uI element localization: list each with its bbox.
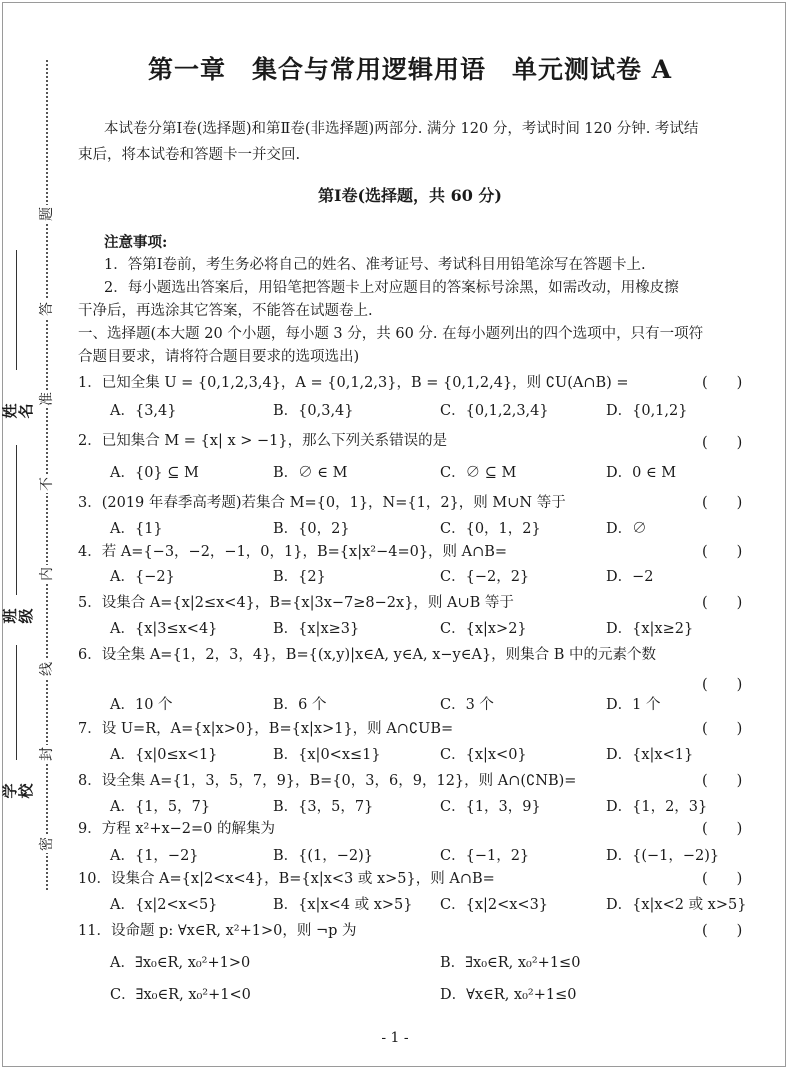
option-c: C．{−1，2}	[440, 848, 530, 864]
section-heading: 合题目要求，请将符合题目要求的选项选出)	[78, 349, 360, 365]
option-b: B．{2}	[273, 569, 326, 585]
option-a: A．{1，5，7}	[110, 799, 211, 815]
intro-line: 束后，将本试卷和答题卡一并交回.	[78, 147, 301, 163]
option-a: A．∃x₀∈R, x₀²+1>0	[110, 955, 251, 971]
option-c: C．{x|x<0}	[440, 747, 527, 763]
seal-char: 内	[39, 567, 55, 581]
option-d: D．−2	[606, 569, 654, 585]
seal-char: 线	[39, 662, 55, 676]
question-stem: 4．若 A={−3，−2，−1，0，1}，B={x|x²−4=0}，则 A∩B=	[78, 544, 508, 560]
option-c: C．∃x₀∈R, x₀²+1<0	[110, 987, 251, 1003]
option-b: B．∅ ∈ M	[273, 465, 348, 481]
class-field-label: 班级	[1, 608, 35, 624]
option-c: C．3 个	[440, 697, 494, 713]
option-c: C．{x|x>2}	[440, 621, 527, 637]
answer-bracket[interactable]: ( )	[702, 495, 743, 511]
option-a: A．{x|0≤x<1}	[110, 747, 218, 763]
option-d: D．{x|x<1}	[606, 747, 694, 763]
school-field-line[interactable]	[16, 645, 17, 760]
note-item: 2．每小题选出答案后，用铅笔把答题卡上对应题目的答案标号涂黑，如需改动，用橡皮擦	[104, 280, 679, 296]
option-a: A．{1}	[110, 521, 163, 537]
seal-char: 答	[39, 302, 55, 316]
page-title: 第一章 集合与常用逻辑用语 单元测试卷 A	[147, 55, 673, 84]
answer-bracket[interactable]: ( )	[702, 821, 743, 837]
seal-char: 不	[39, 477, 55, 491]
question-stem: 7．设 U=R，A={x|x>0}，B={x|x>1}，则 A∩∁UB=	[78, 721, 454, 737]
question-stem: 11．设命题 p: ∀x∈R, x²+1>0，则 ¬p 为	[78, 923, 357, 939]
option-b: B．{3，5，7}	[273, 799, 374, 815]
option-b: B．{x|x<4 或 x>5}	[273, 897, 413, 913]
option-b: B．{(1，−2)}	[273, 848, 374, 864]
answer-bracket[interactable]: ( )	[702, 773, 743, 789]
note-item: 干净后，再选涂其它答案，不能答在试题卷上.	[78, 303, 373, 319]
option-a: A．{x|3≤x<4}	[110, 621, 218, 637]
option-d: D．{x|x≥2}	[606, 621, 694, 637]
option-b: B．∃x₀∈R, x₀²+1≤0	[440, 955, 581, 971]
part1-heading: 第Ⅰ卷(选择题，共 60 分)	[317, 186, 503, 205]
answer-bracket[interactable]: ( )	[702, 435, 743, 451]
option-d: D．{x|x<2 或 x>5}	[606, 897, 747, 913]
option-a: A．{0} ⊆ M	[110, 465, 199, 481]
question-stem: 2．已知集合 M = {x| x > −1}，那么下列关系错误的是	[78, 433, 448, 449]
option-c: C．{−2，2}	[440, 569, 530, 585]
page-number: - 1 -	[381, 1030, 409, 1046]
note-item: 1．答第Ⅰ卷前，考生务必将自己的姓名、准考证号、考试科目用铅笔涂写在答题卡上.	[104, 257, 646, 273]
option-d: D．∅	[606, 521, 647, 537]
option-c: C．{x|2<x<3}	[440, 897, 549, 913]
question-stem: 9．方程 x²+x−2=0 的解集为	[78, 821, 276, 837]
option-b: B．{x|x≥3}	[273, 621, 360, 637]
option-c: C．∅ ⊆ M	[440, 465, 517, 481]
seal-char: 密	[39, 837, 55, 851]
school-field-label: 学校	[1, 783, 35, 799]
option-c: C．{0,1,2,3,4}	[440, 403, 549, 419]
option-a: A．{1，−2}	[110, 848, 199, 864]
answer-bracket[interactable]: ( )	[702, 375, 743, 391]
option-d: D．{1，2，3}	[606, 799, 708, 815]
option-d: D．{0,1,2}	[606, 403, 688, 419]
option-a: A．{3,4}	[110, 403, 177, 419]
option-d: D．1 个	[606, 697, 661, 713]
notes-heading: 注意事项:	[104, 234, 168, 251]
option-a: A．{−2}	[110, 569, 175, 585]
name-field-line[interactable]	[16, 250, 17, 370]
answer-bracket[interactable]: ( )	[702, 677, 743, 693]
option-b: B．{x|0<x≤1}	[273, 747, 381, 763]
seal-char: 题	[39, 207, 55, 221]
seal-char: 封	[39, 747, 55, 761]
question-stem: 6．设全集 A={1，2，3，4}，B={(x,y)|x∈A, y∈A, x−y∈A}，则集合 B 中的元素个数	[78, 647, 657, 663]
question-stem: 5．设集合 A={x|2≤x<4}，B={x|3x−7≥8−2x}，则 A∪B 等于	[78, 595, 514, 611]
option-a: A．10 个	[110, 697, 173, 713]
option-a: A．{x|2<x<5}	[110, 897, 218, 913]
name-field-label: 姓名	[1, 403, 35, 419]
option-d: D．{(−1，−2)}	[606, 848, 720, 864]
question-stem: 10．设集合 A={x|2<x<4}，B={x|x<3 或 x>5}，则 A∩B=	[78, 871, 495, 887]
answer-bracket[interactable]: ( )	[702, 595, 743, 611]
option-b: B．{0，2}	[273, 521, 350, 537]
question-stem: 3．(2019 年春季高考题)若集合 M={0，1}，N={1，2}，则 M∪N 等于	[78, 495, 566, 511]
answer-bracket[interactable]: ( )	[702, 923, 743, 939]
option-b: B．6 个	[273, 697, 327, 713]
intro-line: 本试卷分第Ⅰ卷(选择题)和第Ⅱ卷(非选择题)两部分. 满分 120 分，考试时间 120 分钟. 考试结	[104, 121, 699, 137]
option-d: D．∀x∈R, x₀²+1≤0	[440, 987, 577, 1003]
question-stem: 8．设全集 A={1，3，5，7，9}，B={0，3，6，9，12}，则 A∩(∁NB)=	[78, 773, 577, 789]
class-field-line[interactable]	[16, 445, 17, 595]
answer-bracket[interactable]: ( )	[702, 544, 743, 560]
option-c: C．{0，1，2}	[440, 521, 541, 537]
section-heading: 一、选择题(本大题 20 个小题，每小题 3 分，共 60 分. 在每小题列出的四个选项中，只有一项符	[78, 326, 704, 342]
option-c: C．{1，3，9}	[440, 799, 541, 815]
answer-bracket[interactable]: ( )	[702, 721, 743, 737]
answer-bracket[interactable]: ( )	[702, 871, 743, 887]
option-b: B．{0,3,4}	[273, 403, 354, 419]
seal-char: 准	[39, 392, 55, 406]
option-d: D．0 ∈ M	[606, 465, 677, 481]
question-stem: 1．已知全集 U = {0,1,2,3,4}，A = {0,1,2,3}，B = {0,1,2,4}，则 ∁U(A∩B) =	[78, 375, 629, 391]
